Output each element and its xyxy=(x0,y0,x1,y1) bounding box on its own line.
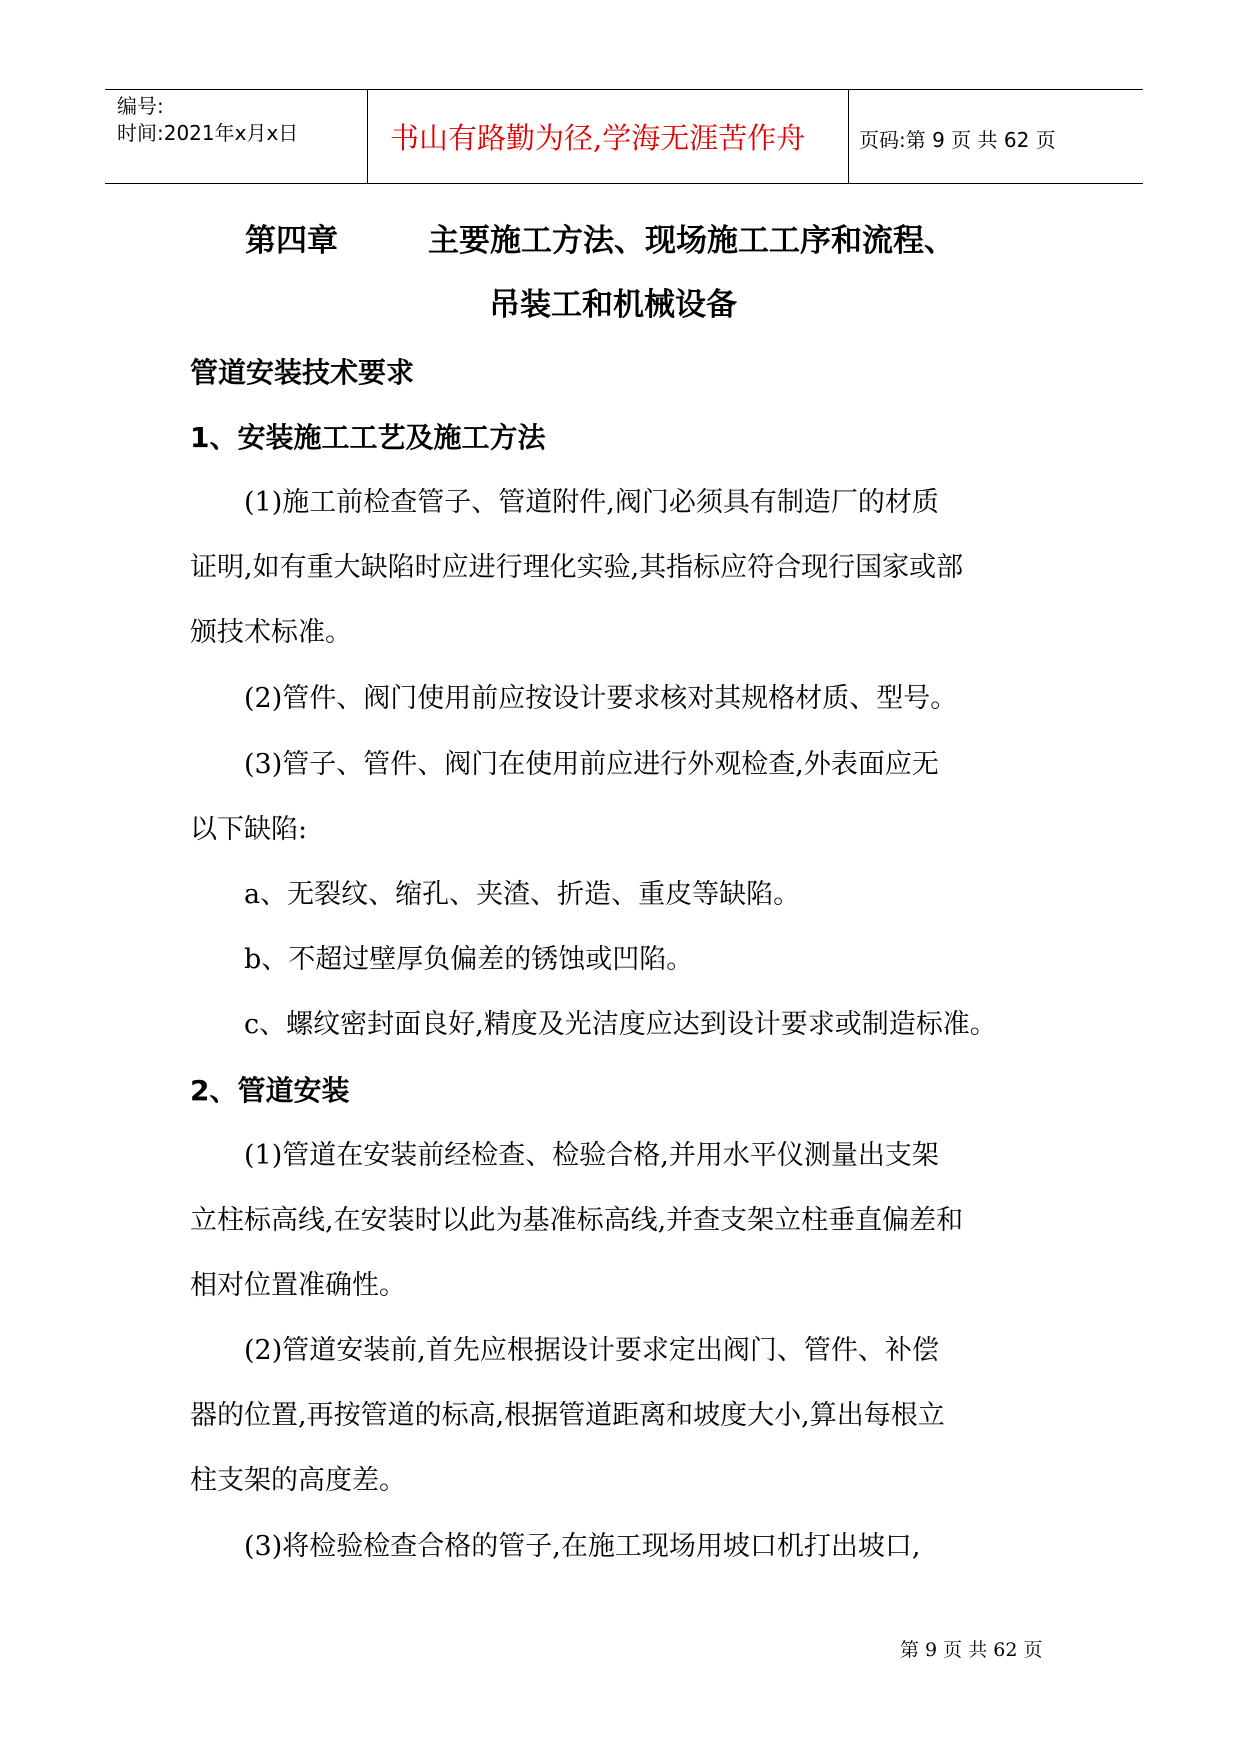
paragraph-2-1 xyxy=(190,1123,1065,1318)
paragraph-line: 以下缺陷: xyxy=(190,814,308,845)
chapter-label: 第四章 xyxy=(245,223,338,259)
section-title: 管道安装技术要求 xyxy=(190,356,415,389)
paragraph-line: 证明,如有重大缺陷时应进行理化实验,其指标应符合现行国家或部 xyxy=(190,552,964,583)
list-item-b: b、不超过壁厚负偏差的锈蚀或凹陷。 xyxy=(244,944,694,975)
list-item-c: c、螺纹密封面良好,精度及光洁度应达到设计要求或制造标准。 xyxy=(244,1009,997,1040)
paragraph-2-2 xyxy=(190,1318,1065,1513)
paragraph-line: 立柱标高线,在安装时以此为基准标高线,并查支架立柱垂直偏差和 xyxy=(190,1205,964,1236)
page-header xyxy=(105,89,1143,184)
paragraph-1-1 xyxy=(190,470,1065,665)
page-footer: 第 9 页 共 62 页 xyxy=(900,1639,1043,1661)
paragraph-line: (3)管子、管件、阀门在使用前应进行外观检查,外表面应无 xyxy=(244,749,939,780)
paragraph-line: (1)施工前检查管子、管道附件,阀门必须具有制造厂的材质 xyxy=(244,487,939,518)
paragraph-line: (2)管件、阀门使用前应按设计要求核对其规格材质、型号。 xyxy=(244,683,958,714)
paragraph-1-3 xyxy=(190,732,1065,862)
header-meta xyxy=(105,90,368,183)
list-item-a: a、无裂纹、缩孔、夹渣、折造、重皮等缺陷。 xyxy=(244,879,801,910)
time-label: 时间:2021年x月x日 xyxy=(117,121,299,145)
paragraph-2-3 xyxy=(190,1514,1065,1579)
paragraph-line: (1)管道在安装前经检查、检验合格,并用水平仪测量出支架 xyxy=(244,1140,939,1171)
section-2-heading: 2、管道安装 xyxy=(190,1074,350,1107)
paragraph-line: (3)将检验检查合格的管子,在施工现场用坡口机打出坡口, xyxy=(244,1531,921,1562)
paragraph-line: 相对位置准确性。 xyxy=(190,1270,406,1301)
motto-text: 书山有路勤为径,学海无涯苦作舟 xyxy=(390,121,806,155)
header-motto xyxy=(368,90,849,183)
chapter-title-line2: 吊装工和机械设备 xyxy=(489,287,737,323)
page-info-text: 页码:第 9 页 共 62 页 xyxy=(859,128,1056,152)
paragraph-line: 器的位置,再按管道的标高,根据管道距离和坡度大小,算出每根立 xyxy=(190,1400,945,1431)
paragraph-line: 柱支架的高度差。 xyxy=(190,1465,406,1496)
paragraph-line: 颁技术标准。 xyxy=(190,617,352,648)
chapter-title-line1: 主要施工方法、现场施工工序和流程、 xyxy=(428,223,955,259)
paragraph-line: (2)管道安装前,首先应根据设计要求定出阀门、管件、补偿 xyxy=(244,1335,939,1366)
number-label: 编号: xyxy=(117,94,164,118)
list-items xyxy=(190,862,1065,1057)
paragraph-1-2 xyxy=(190,666,1065,731)
header-page-info xyxy=(849,90,1143,183)
section-1-heading: 1、安装施工工艺及施工方法 xyxy=(190,421,546,454)
